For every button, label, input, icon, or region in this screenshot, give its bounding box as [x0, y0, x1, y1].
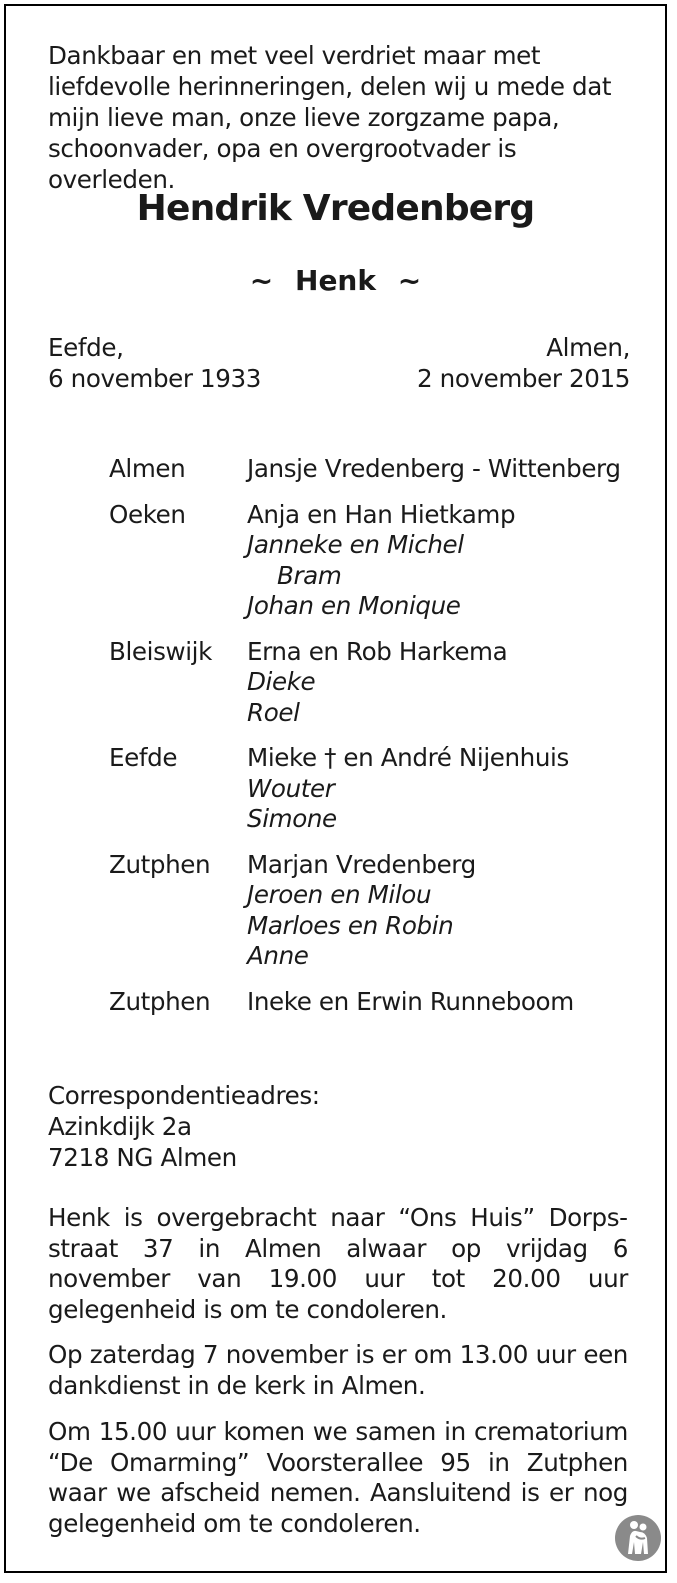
grandchild: Jeroen en Milou [247, 880, 432, 909]
death-info [417, 332, 630, 394]
cremation-paragraph: Om 15.00 uur komen we samen in crematorium “De Omarming” Voorsterallee 95 in Zutphen waar we afscheid nemen. Aansluitend is er nog gelegenheid om te condoleren. [48, 1417, 628, 1538]
grandchild: Simone [247, 804, 337, 833]
family-place: Almen [109, 454, 186, 483]
grandchild: Marloes en Robin [247, 910, 454, 940]
family-place: Bleiswijk [109, 636, 212, 666]
family-members [247, 850, 649, 972]
family-list [109, 454, 649, 1032]
address-street: Azinkdijk 2a [48, 1112, 192, 1141]
service-paragraph: Op zaterdag 7 november is er om 13.00 uur een dankdienst in de kerk in Almen. [48, 1340, 628, 1400]
family-main: Jansje Vredenberg - Wittenberg [247, 454, 621, 483]
grandchild: Roel [247, 697, 300, 727]
death-place: Almen, [546, 333, 630, 362]
family-main: Anja en Han Hietkamp [247, 499, 516, 529]
great-grandchild: Bram [277, 560, 342, 590]
birth-info [48, 332, 261, 394]
family-main: Erna en Rob Harkema [247, 636, 508, 666]
family-members [247, 987, 649, 1018]
family-row [109, 500, 649, 622]
family-row [109, 743, 649, 835]
family-place: Oeken [109, 499, 186, 529]
intro-text: Dankbaar en met veel verdriet maar met liefdevolle herinneringen, delen wij u mede dat mijn lieve man, onze lieve zorgzame papa, schoonvader, opa en overgrootvader is overleden. [48, 41, 612, 194]
family-members [247, 743, 649, 835]
family-row [109, 987, 649, 1018]
family-row [109, 850, 649, 972]
obituary-notice [4, 4, 667, 1573]
death-date: 2 november 2015 [416, 364, 630, 393]
grandchild: Anne [247, 941, 309, 970]
family-members [247, 637, 649, 729]
family-main: Mieke † en André Nijenhuis [247, 743, 569, 772]
family-main: Ineke en Erwin Runneboom [247, 986, 574, 1016]
nickname: ~ Henk ~ [249, 264, 422, 297]
address-city: 7218 NG Almen [48, 1143, 237, 1172]
grandchild: Johan en Monique [247, 591, 461, 620]
grandchild: Janneke en Michel [247, 530, 464, 559]
grandchild: Dieke [247, 667, 316, 696]
family-place: Zutphen [109, 849, 211, 879]
deceased-name: Hendrik Vredenberg [136, 188, 535, 229]
embracing-figures-logo-icon [614, 1514, 662, 1562]
family-members [247, 500, 649, 622]
address-label: Correspondentieadres: [48, 1081, 320, 1110]
family-main: Marjan Vredenberg [247, 849, 476, 879]
family-row [109, 454, 649, 485]
family-place: Eefde [109, 743, 178, 772]
correspondence-address [48, 1080, 630, 1173]
family-members [247, 454, 649, 485]
grandchild: Wouter [247, 773, 335, 803]
birth-date: 6 november 1933 [48, 364, 262, 393]
family-place: Zutphen [109, 986, 211, 1016]
viewing-paragraph: Henk is overgebracht naar “Ons Huis” Dorpsstraat 37 in Almen alwaar op vrijdag 6 november van 19.00 uur tot 20.00 uur gelegenheid is om te condoleren. [48, 1203, 628, 1324]
birth-place: Eefde, [48, 333, 124, 362]
family-row [109, 637, 649, 729]
